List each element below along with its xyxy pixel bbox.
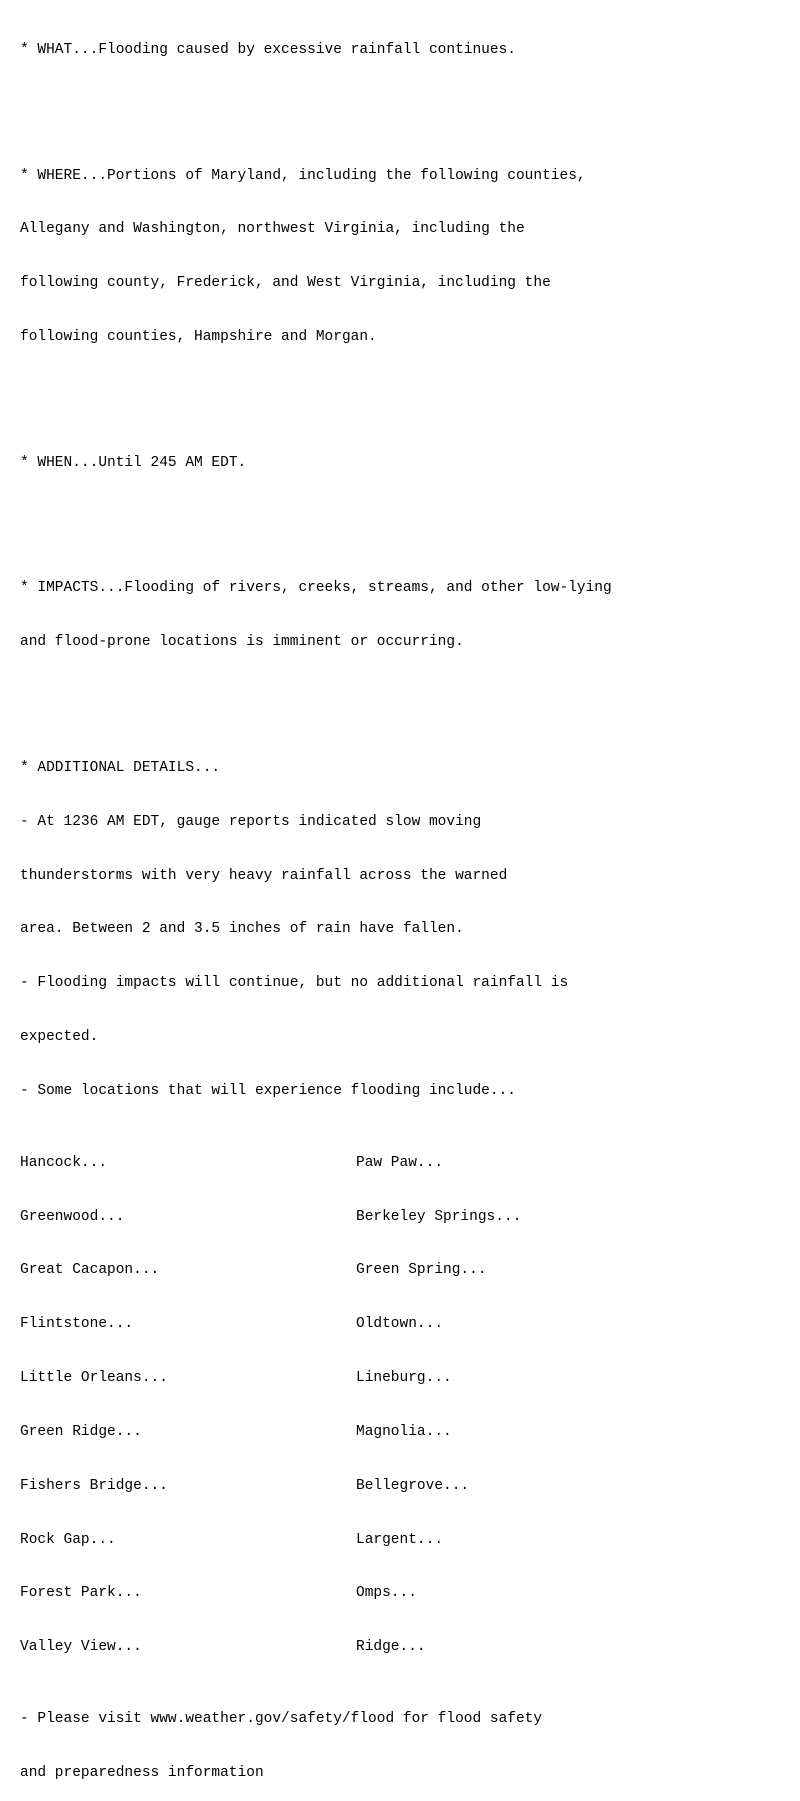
when-line: * WHEN...Until 245 AM EDT. — [20, 454, 247, 471]
location-left: Forest Park... — [20, 1585, 142, 1602]
location-row — [20, 1370, 612, 1388]
location-row — [20, 1639, 612, 1657]
location-left: Greenwood... — [20, 1208, 125, 1225]
additional-line-4: area. Between 2 and 3.5 inches of rain have fallen. — [20, 921, 464, 938]
location-right: Paw Paw... — [356, 1154, 444, 1171]
location-left: Flintstone... — [20, 1316, 134, 1333]
location-right: Green Spring... — [356, 1262, 487, 1279]
blank-line — [20, 96, 612, 114]
additional-line-2: - At 1236 AM EDT, gauge reports indicated slow moving — [20, 813, 482, 830]
where-line-4: following counties, Hampshire and Morgan. — [20, 329, 377, 346]
where-line-1: * WHERE...Portions of Maryland, including the following counties, — [20, 167, 586, 184]
where-line-2: Allegany and Washington, northwest Virginia, including the — [20, 221, 525, 238]
location-row — [20, 1209, 612, 1227]
location-right: Lineburg... — [356, 1370, 452, 1387]
flood-statement-text — [20, 6, 612, 1801]
blank-line — [20, 688, 612, 706]
location-left: Little Orleans... — [20, 1370, 168, 1387]
location-row — [20, 1262, 612, 1280]
impacts-line-2: and flood-prone locations is imminent or occurring. — [20, 634, 464, 651]
location-row — [20, 1155, 612, 1173]
location-right: Omps... — [356, 1585, 417, 1602]
where-line-3: following county, Frederick, and West Virginia, including the — [20, 275, 551, 292]
location-right: Ridge... — [356, 1639, 426, 1656]
location-right: Oldtown... — [356, 1316, 444, 1333]
additional-line-6: expected. — [20, 1029, 99, 1046]
location-right: Berkeley Springs... — [356, 1208, 522, 1225]
location-row — [20, 1585, 612, 1603]
location-row — [20, 1478, 612, 1496]
additional-line-1: * ADDITIONAL DETAILS... — [20, 759, 221, 776]
location-right: Largent... — [356, 1531, 444, 1548]
blank-line — [20, 383, 612, 401]
what-line: * WHAT...Flooding caused by excessive rainfall continues. — [20, 41, 516, 58]
location-left: Green Ridge... — [20, 1423, 142, 1440]
location-row — [20, 1316, 612, 1334]
blank-line — [20, 509, 612, 527]
location-left: Rock Gap... — [20, 1531, 116, 1548]
additional-line-7: - Some locations that will experience flooding include... — [20, 1082, 516, 1099]
location-left: Great Cacapon... — [20, 1262, 160, 1279]
location-row — [20, 1532, 612, 1550]
location-left: Hancock... — [20, 1154, 108, 1171]
location-right: Bellegrove... — [356, 1477, 470, 1494]
location-left: Valley View... — [20, 1639, 142, 1656]
location-right: Magnolia... — [356, 1423, 452, 1440]
impacts-line-1: * IMPACTS...Flooding of rivers, creeks, streams, and other low-lying — [20, 580, 612, 597]
closing-line-1: - Please visit www.weather.gov/safety/flood for flood safety — [20, 1711, 543, 1728]
additional-line-3: thunderstorms with very heavy rainfall across the warned — [20, 867, 508, 884]
location-row — [20, 1424, 612, 1442]
closing-line-2: and preparedness information — [20, 1764, 264, 1781]
location-left: Fishers Bridge... — [20, 1477, 168, 1494]
additional-line-5: - Flooding impacts will continue, but no additional rainfall is — [20, 975, 569, 992]
